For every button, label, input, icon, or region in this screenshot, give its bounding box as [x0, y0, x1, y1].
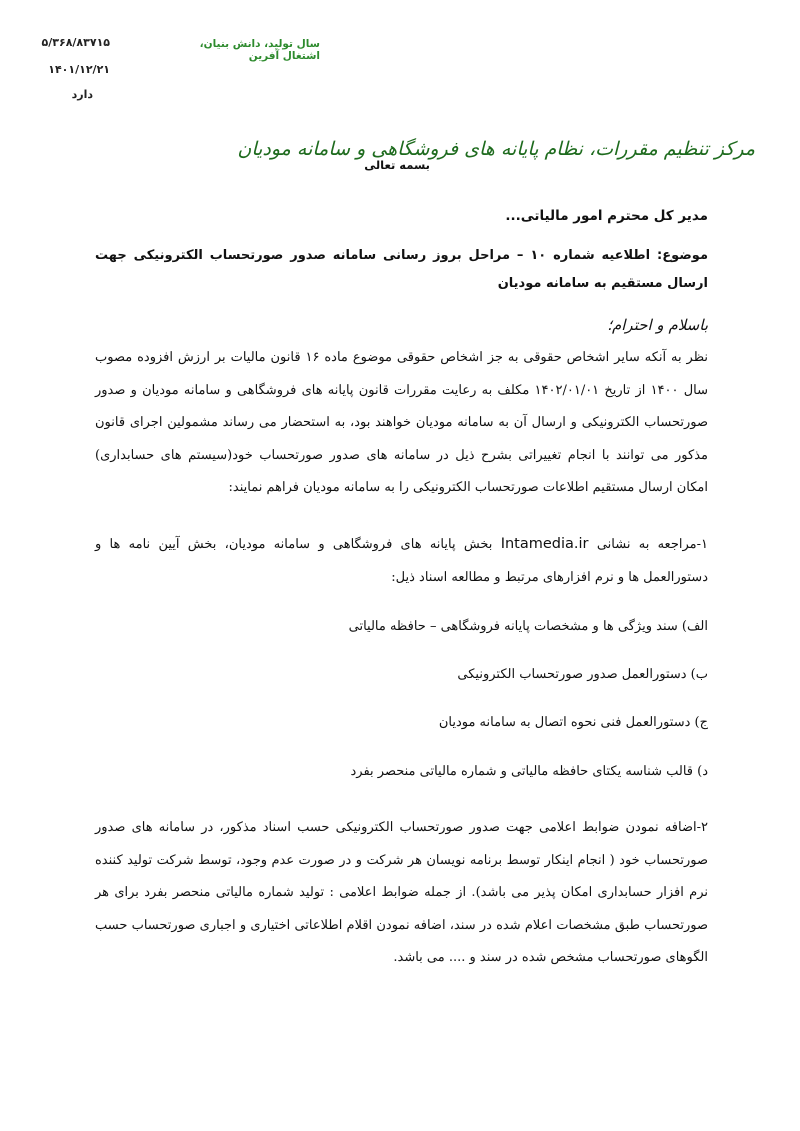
greeting: باسلام و احترام؛ [607, 316, 708, 334]
subject-line: موضوع: اطلاعیه شماره ۱۰ – مراحل بروز رسانی سامانه صدور صورتحساب الکترونیکی جهت ارسال مستقیم به سامانه مودیان [95, 248, 708, 291]
list-item-jim: ج) دستورالعمل فنی نحوه اتصال به سامانه مودیان [438, 715, 708, 730]
step-1-paragraph [95, 528, 708, 594]
list-item-alef: الف) سند ویژگی ها و مشخصات پایانه فروشگاهی – حافظه مالیاتی [348, 619, 708, 634]
letter-number: ۵/۳۶۸/۸۳۷۱۵ [41, 36, 110, 49]
intamedia-link[interactable]: Intamedia.ir [500, 536, 589, 552]
intro-paragraph: نظر به آنکه سایر اشخاص حقوقی به جز اشخاص حقوقی موضوع ماده ۱۶ قانون مالیات بر ارزش افزوده مصوب سال ۱۴۰۰ از تاریخ ۱۴۰۲/۰۱/۰۱ مکلف به رعایت مقررات قانون پایانه های فروشگاهی و سامانه مودیان و صدور صورتحساب الکترونیکی و ارسال آن به سامانه مودیان خواهند بود، به استحضار می رساند مشمولین اجرای قانون مذکور می توانند با انجام تغییراتی بشرح ذیل در سامانه های صدور صورتحساب خود(سیستم های حسابداری) امکان ارسال مستقیم اطلاعات صورتحساب الکترونیکی را به سامانه مودیان فراهم نمایند: [95, 350, 709, 495]
list-item-dal: د) قالب شناسه یکتای حافظه مالیاتی و شماره مالیاتی منحصر بفرد [350, 764, 708, 779]
attachment-status: دارد [71, 88, 93, 101]
list-item-be: ب) دستورالعمل صدور صورتحساب الکترونیکی [457, 667, 708, 682]
bismillah: بسمه تعالی [364, 158, 430, 172]
organization-title: مرکز تنظیم مقررات، نظام پایانه های فروشگاهی و سامانه مودیان [237, 138, 755, 160]
year-slogan: سال تولید، دانش بنیان، اشتغال آفرین [199, 38, 320, 62]
step-1-text-end: بخش پایانه های فروشگاهی و سامانه مودیان، بخش آیین نامه ها و دستورالعمل ها و نرم افزارهای مرتبط و مطالعه اسناد ذیل: [95, 537, 708, 585]
step-1-text-start: ۱-مراجعه به نشانی [596, 537, 708, 552]
step-2-paragraph: ۲-اضافه نمودن ضوابط اعلامی جهت صدور صورتحساب الکترونیکی حسب اسناد مذکور، در سامانه های صدور صورتحساب خود ( انجام اینکار توسط برنامه نویسان هر شرکت و در صورت عدم وجود، توسط شرکت تولید کننده نرم افزار حسابداری امکان پذیر می باشد). از جمله ضوابط اعلامی : تولید شماره مالیاتی منحصر بفرد برای هر صورتحساب طبق مشخصات اعلام شده در سند، اضافه نمودن اقلام اطلاعاتی اختیاری و اجباری صورتحساب حسب الگوهای صورتحساب مشخص شده در سند و .... می باشد. [95, 820, 708, 965]
addressee: مدیر کل محترم امور مالیاتی... [505, 208, 708, 224]
letter-date: ۱۴۰۱/۱۲/۲۱ [48, 63, 110, 76]
